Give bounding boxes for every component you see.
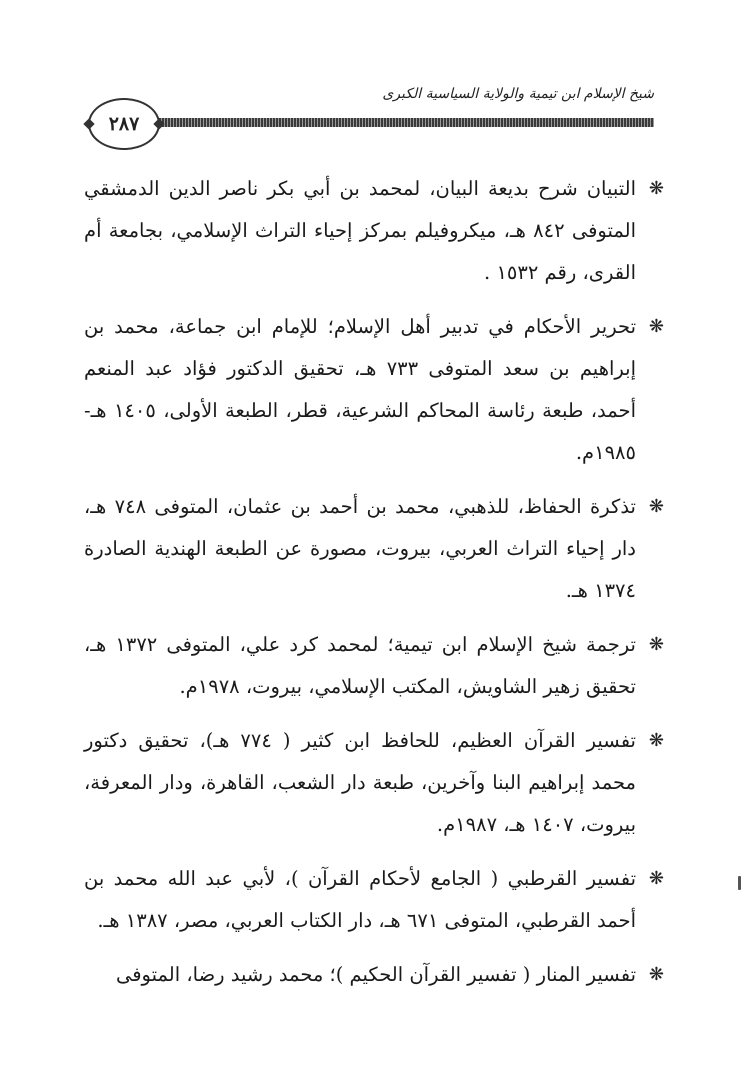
bullet-icon: ❋ bbox=[648, 496, 664, 517]
bibliography-entry bbox=[84, 486, 664, 612]
bibliography-entry bbox=[84, 168, 664, 294]
page-number: ٢٨٧ bbox=[108, 113, 140, 135]
entry-text: تذكرة الحفاظ، للذهبي، محمد بن أحمد بن عثمان، المتوفى ٧٤٨ هـ، دار إحياء التراث العربي، بيروت، مصورة عن الطبعة الهندية الصادرة ١٣٧٤ هـ. bbox=[84, 495, 636, 602]
entry-text: تفسير المنار ( تفسير القرآن الحكيم )؛ محمد رشيد رضا، المتوفى bbox=[115, 963, 636, 986]
entry-text: تفسير القرآن العظيم، للحافظ ابن كثير ( ٧٧٤ هـ)، تحقيق دكتور محمد إبراهيم البنا وآخرين، طبعة دار الشعب، القاهرة، ودار المعرفة، بيروت، ١٤٠٧ هـ، ١٩٨٧م. bbox=[84, 729, 636, 836]
header-rule bbox=[150, 118, 654, 127]
entry-text: ترجمة شيخ الإسلام ابن تيمية؛ لمحمد كرد علي، المتوفى ١٣٧٢ هـ، تحقيق زهير الشاويش، المكتب الإسلامي، بيروت، ١٩٧٨م. bbox=[84, 633, 636, 698]
entry-text: التبيان شرح بديعة البيان، لمحمد بن أبي بكر ناصر الدين الدمشقي المتوفى ٨٤٢ هـ، ميكروفيلم بمركز إحياء التراث الإسلامي، بجامعة أم القرى، رقم ١٥٣٢ . bbox=[84, 177, 636, 284]
bibliography-entry bbox=[84, 954, 664, 996]
page-number-badge bbox=[88, 98, 160, 150]
entry-text: تفسير القرطبي ( الجامع لأحكام القرآن )، لأبي عبد الله محمد بن أحمد القرطبي، المتوفى ٦٧١ هـ، دار الكتاب العربي، مصر، ١٣٨٧ هـ. bbox=[84, 867, 636, 932]
bibliography-entry bbox=[84, 720, 664, 846]
bullet-icon: ❋ bbox=[648, 730, 664, 751]
bibliography-entry bbox=[84, 306, 664, 474]
bullet-icon: ❋ bbox=[648, 178, 664, 199]
bibliography-entry bbox=[84, 624, 664, 708]
running-title: شيخ الإسلام ابن تيمية والولاية السياسية الكبرى bbox=[382, 86, 654, 102]
bibliography-entry bbox=[84, 858, 664, 942]
bullet-icon: ❋ bbox=[648, 634, 664, 655]
entry-text: تحرير الأحكام في تدبير أهل الإسلام؛ للإمام ابن جماعة، محمد بن إبراهيم بن سعد المتوفى ٧٣٣ هـ، تحقيق الدكتور فؤاد عبد المنعم أحمد، طبعة رئاسة المحاكم الشرعية، قطر، الطبعة الأولى، ١٤٠٥ هـ- ١٩٨٥م. bbox=[84, 315, 636, 464]
bullet-icon: ❋ bbox=[648, 964, 664, 985]
scan-mark bbox=[738, 876, 741, 890]
bibliography-list bbox=[84, 168, 664, 1008]
bullet-icon: ❋ bbox=[648, 316, 664, 337]
bullet-icon: ❋ bbox=[648, 868, 664, 889]
